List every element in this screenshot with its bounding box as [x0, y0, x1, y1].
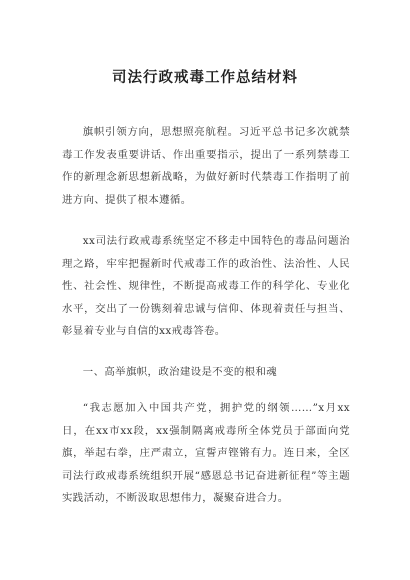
- paragraph-section-body: “我志愿加入中国共产党，拥护党的纲领……”x月xx日，在xx市xx段，xx强制隔离戒毒所全体党员于部面向党旗，举起右拳，庄严肃立，宣誓声铿锵有力。连日来，全区司法行政戒毒系统组织开展“感恩总书记奋进新征程”等主题实践活动，不断汲取思想伟力，凝聚奋进合力。: [62, 402, 350, 504]
- document-title: 司法行政戒毒工作总结材料: [112, 69, 298, 86]
- paragraph-intro: 旗帜引领方向，思想照亮航程。习近平总书记多次就禁毒工作发表重要讲话、作出重要指示，提出了一系列禁毒工作的新理念新思想新战略，为做好新时代禁毒工作指明了前进方向、提供了根本遵循。: [62, 126, 350, 206]
- section-heading: 一、高举旗帜，政治建设是不变的根和魂: [82, 366, 278, 378]
- paragraph-overview: xx司法行政戒毒系统坚定不移走中国特色的毒品问题治理之路，牢牢把握新时代戒毒工作的政治性、法治性、人民性、社会性、规律性，不断提高戒毒工作的科学化、专业化水平，交出了一份镌刻着忠诚与信仰、体现着责任与担当、彰显着专业与自信的xx戒毒答卷。: [62, 235, 350, 337]
